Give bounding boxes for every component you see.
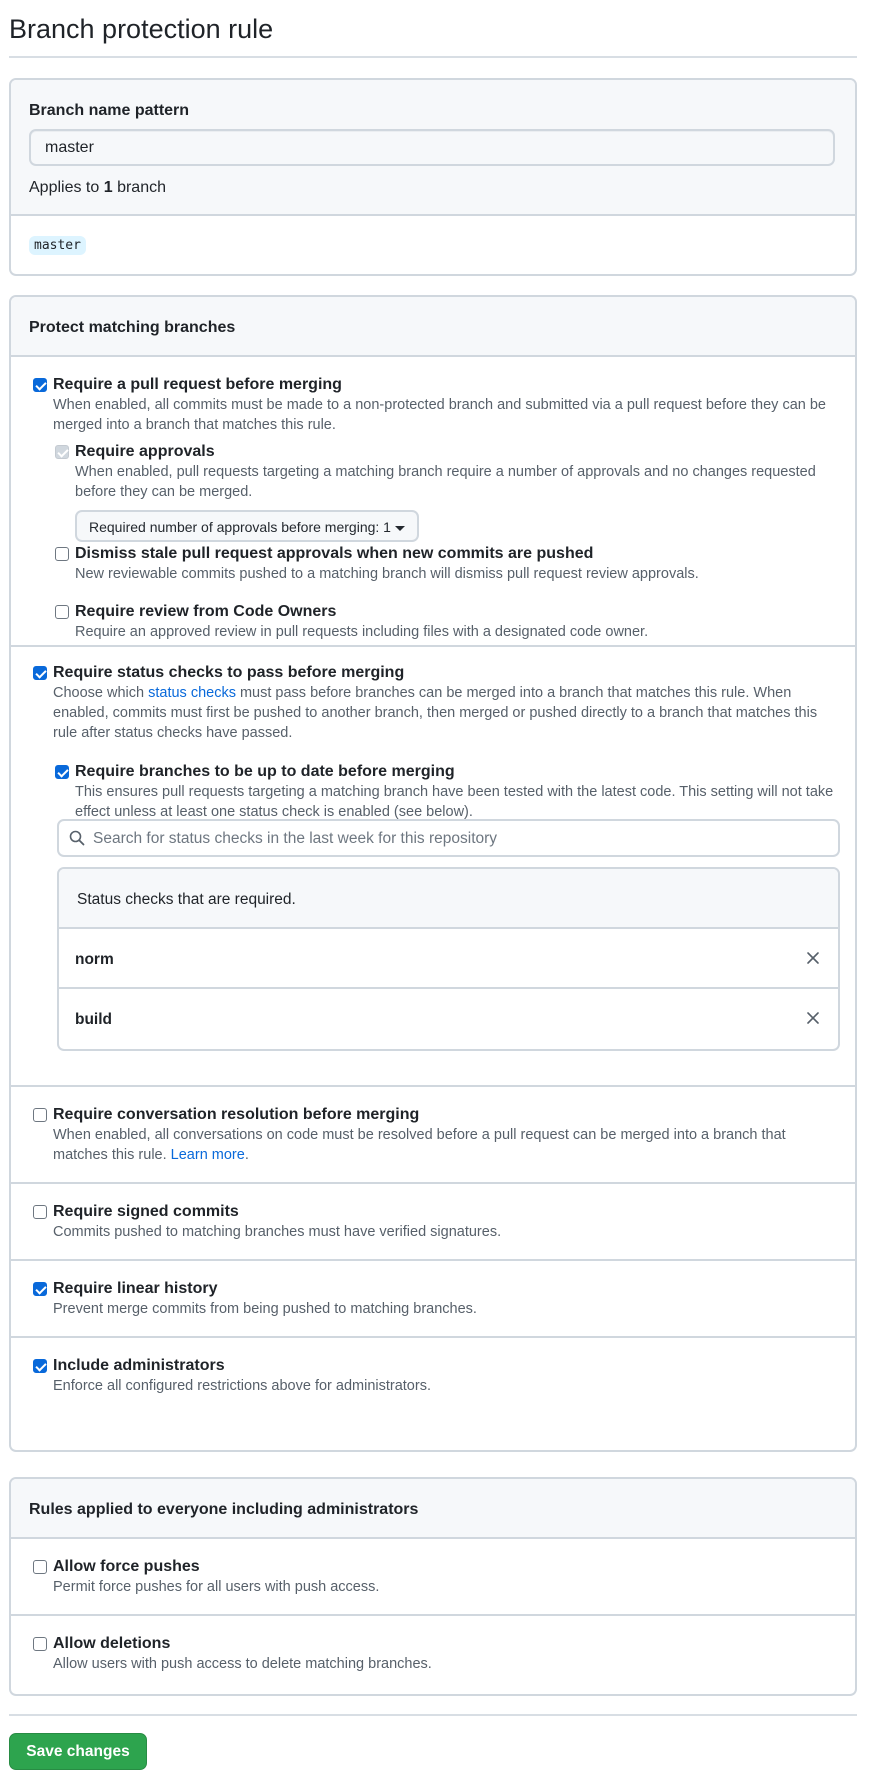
branch-pattern-label: Branch name pattern	[29, 102, 190, 119]
admins-desc: Enforce all configured restrictions above for administrators.	[53, 1378, 431, 1394]
force-push-desc: Permit force pushes for all users with push access.	[53, 1579, 380, 1595]
admins-option	[11, 1356, 841, 1396]
require-status-checks-option	[11, 663, 841, 743]
branch-pattern-box	[9, 78, 857, 276]
page-title: Branch protection rule	[9, 0, 857, 58]
branch-pattern-input[interactable]: master	[29, 129, 835, 166]
require-pull-request-checkbox[interactable]	[33, 378, 47, 392]
linear-history-checkbox[interactable]	[33, 1282, 47, 1296]
require-pull-request-option	[11, 375, 841, 435]
linear-history-option	[11, 1279, 841, 1319]
code-owners-option	[11, 602, 841, 642]
conversation-desc-text: When enabled, all conversations on code must be resolved before a pull request can be merged into a branch that matches this rule.	[53, 1127, 786, 1163]
applies-to-text	[29, 179, 837, 197]
status-checks-desc-before: Choose which	[53, 685, 149, 701]
status-checks-desc-after: must pass before branches can be merged into a branch that matches this rule. When enabled, commits must first be pushed to another branch, then merged or pushed directly to a branch that matches this rule after status checks have passed.	[53, 685, 818, 741]
dismiss-stale-option	[11, 544, 841, 584]
linear-history-title: Require linear history	[53, 1280, 218, 1297]
require-pull-request-desc: When enabled, all commits must be made to a non-protected branch and submitted via a pull request before they can be merged into a branch that matches this rule.	[53, 397, 826, 433]
require-approvals-title: Require approvals	[75, 443, 215, 460]
code-owners-title: Require review from Code Owners	[75, 603, 337, 620]
require-approvals-desc: When enabled, pull requests targeting a matching branch require a number of approvals and no changes requested before they can be merged.	[75, 464, 816, 500]
approvals-count-select[interactable]	[75, 510, 419, 542]
up-to-date-title: Require branches to be up to date before merging	[75, 763, 455, 780]
footer-divider	[9, 1714, 857, 1716]
deletions-option	[11, 1634, 841, 1674]
signed-commits-desc: Commits pushed to matching branches must have verified signatures.	[53, 1224, 502, 1240]
learn-more-suffix: .	[244, 1147, 249, 1163]
require-status-checks-title: Require status checks to pass before merging	[53, 664, 405, 681]
require-pull-request-title: Require a pull request before merging	[53, 376, 342, 393]
require-approvals-option	[11, 442, 841, 542]
check-name: norm	[75, 951, 114, 968]
linear-history-desc: Prevent merge commits from being pushed to matching branches.	[53, 1301, 477, 1317]
rules-everyone-header: Rules applied to everyone including administrators	[11, 1479, 855, 1539]
close-icon[interactable]	[806, 1011, 820, 1025]
dismiss-stale-desc: New reviewable commits pushed to a matching branch will dismiss pull request review approvals.	[75, 566, 699, 582]
require-status-checks-checkbox[interactable]	[33, 666, 47, 680]
list-item	[59, 929, 838, 989]
applies-prefix: Applies to	[29, 179, 104, 196]
learn-more-link[interactable]: Learn more	[170, 1147, 245, 1163]
admins-title: Include administrators	[53, 1357, 225, 1374]
save-button[interactable]: Save changes	[9, 1733, 147, 1770]
up-to-date-desc: This ensures pull requests targeting a matching branch have been tested with the latest code. This setting will not take effect unless at least one status check is enabled (see below).	[75, 784, 834, 820]
code-owners-desc: Require an approved review in pull requests including files with a designated code owner.	[75, 624, 649, 640]
deletions-checkbox[interactable]	[33, 1637, 47, 1651]
applies-suffix: branch	[112, 179, 166, 196]
require-approvals-checkbox[interactable]	[55, 445, 69, 459]
caret-down-icon	[395, 526, 405, 531]
deletions-section	[11, 1616, 855, 1694]
protect-branches-box	[9, 295, 857, 1452]
conversation-section	[11, 1087, 855, 1184]
page	[9, 0, 857, 1760]
pull-request-section	[11, 357, 855, 647]
branch-pattern-header	[11, 80, 855, 216]
required-checks-header: Status checks that are required.	[59, 869, 838, 929]
up-to-date-checkbox[interactable]	[55, 765, 69, 779]
status-checks-link[interactable]: status checks	[148, 685, 236, 701]
protect-branches-header: Protect matching branches	[11, 297, 855, 357]
conversation-option	[11, 1105, 841, 1165]
require-status-checks-desc	[53, 683, 841, 743]
check-name: build	[75, 1011, 113, 1028]
force-push-option	[11, 1557, 841, 1597]
required-checks-list	[57, 867, 840, 1051]
status-checks-section	[11, 647, 855, 1087]
force-push-checkbox[interactable]	[33, 1560, 47, 1574]
dismiss-stale-checkbox[interactable]	[55, 547, 69, 561]
force-push-section	[11, 1539, 855, 1616]
signed-commits-option	[11, 1202, 841, 1242]
status-check-search-input[interactable]	[57, 819, 840, 857]
admins-checkbox[interactable]	[33, 1359, 47, 1373]
force-push-title: Allow force pushes	[53, 1558, 200, 1575]
code-owners-checkbox[interactable]	[55, 605, 69, 619]
signed-commits-checkbox[interactable]	[33, 1205, 47, 1219]
admins-section	[11, 1338, 855, 1415]
approvals-count-label: Required number of approvals before merging: 1	[89, 519, 391, 535]
conversation-title: Require conversation resolution before merging	[53, 1106, 420, 1123]
signed-commits-title: Require signed commits	[53, 1203, 239, 1220]
conversation-desc	[53, 1125, 841, 1165]
rules-everyone-box	[9, 1477, 857, 1696]
search-placeholder: Search for status checks in the last week for this repository	[93, 830, 498, 847]
deletions-title: Allow deletions	[53, 1635, 171, 1652]
applies-count: 1	[103, 179, 113, 196]
dismiss-stale-title: Dismiss stale pull request approvals when new commits are pushed	[75, 545, 594, 562]
deletions-desc: Allow users with push access to delete matching branches.	[53, 1656, 432, 1672]
matched-branch-tag: master	[29, 236, 86, 255]
signed-commits-section	[11, 1184, 855, 1261]
linear-history-section	[11, 1261, 855, 1338]
up-to-date-option	[11, 762, 841, 822]
conversation-checkbox[interactable]	[33, 1108, 47, 1122]
list-item	[59, 989, 838, 1047]
close-icon[interactable]	[806, 951, 820, 965]
search-icon	[69, 830, 85, 846]
